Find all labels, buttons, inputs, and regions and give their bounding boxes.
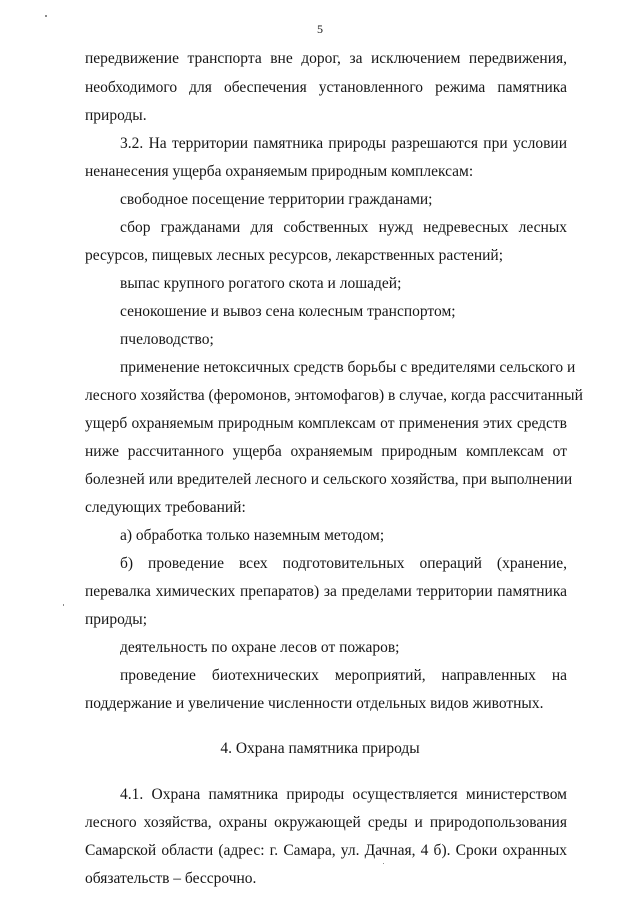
list-item: б) проведение всех подготовительных операций (хранение, (120, 555, 567, 572)
scan-mark-bottom-right (383, 863, 384, 864)
text-line: обязательств – бессрочно. (85, 870, 257, 887)
list-item: применение нетоксичных средств борьбы с вредителями сельского и (120, 359, 576, 376)
text-line: болезней или вредителей лесного и сельского хозяйства, при выполнении (85, 471, 573, 488)
text-line: ресурсов, пищевых лесных ресурсов, лекарственных растений; (85, 247, 504, 264)
list-item: деятельность по охране лесов от пожаров; (120, 639, 400, 656)
list-item: пчеловодство; (120, 331, 214, 348)
text-line: следующих требований: (85, 499, 246, 516)
paragraph-4-1-first-line: 4.1. Охрана памятника природы осуществляется министерством (120, 786, 567, 803)
text-line: ущерб охраняемым природным комплексам от применения этих средств (85, 415, 567, 432)
text-line: необходимого для обеспечения установленного режима памятника (85, 79, 567, 96)
list-item: свободное посещение территории гражданами; (120, 191, 433, 208)
list-item: сенокошение и вывоз сена колесным транспортом; (120, 303, 456, 320)
text-line: ненанесения ущерба охраняемым природным комплексам: (85, 163, 474, 180)
list-item: сбор гражданами для собственных нужд недревесных лесных (120, 219, 567, 236)
list-item: выпас крупного рогатого скота и лошадей; (120, 275, 402, 292)
paragraph-3-2-first-line: 3.2. На территории памятника природы разрешаются при условии (120, 135, 567, 152)
text-line: передвижение транспорта вне дорог, за исключением передвижения, (85, 50, 567, 67)
list-item: проведение биотехнических мероприятий, направленных на (120, 667, 567, 684)
scan-mark-top-left (45, 15, 47, 17)
section-heading: 4. Охрана памятника природы (220, 740, 420, 757)
text-line: ниже рассчитанного ущерба охраняемым природным комплексам от (85, 443, 567, 460)
text-line: лесного хозяйства, охраны окружающей среды и природопользования (85, 814, 567, 831)
text-line: природы; (85, 611, 147, 628)
text-line: Самарской области (адрес: г. Самара, ул. Дачная, 4 б). Сроки охранных (85, 842, 567, 859)
text-line: природы. (85, 107, 147, 124)
text-line: перевалка химических препаратов) за пределами территории памятника (85, 583, 567, 600)
list-item: а) обработка только наземным методом; (120, 527, 385, 544)
text-line: лесного хозяйства (феромонов, энтомофагов) в случае, когда рассчитанный (85, 387, 583, 404)
scan-mark-left (63, 604, 64, 606)
text-line: поддержание и увеличение численности отдельных видов животных. (85, 695, 544, 712)
page-number: 5 (317, 22, 323, 36)
